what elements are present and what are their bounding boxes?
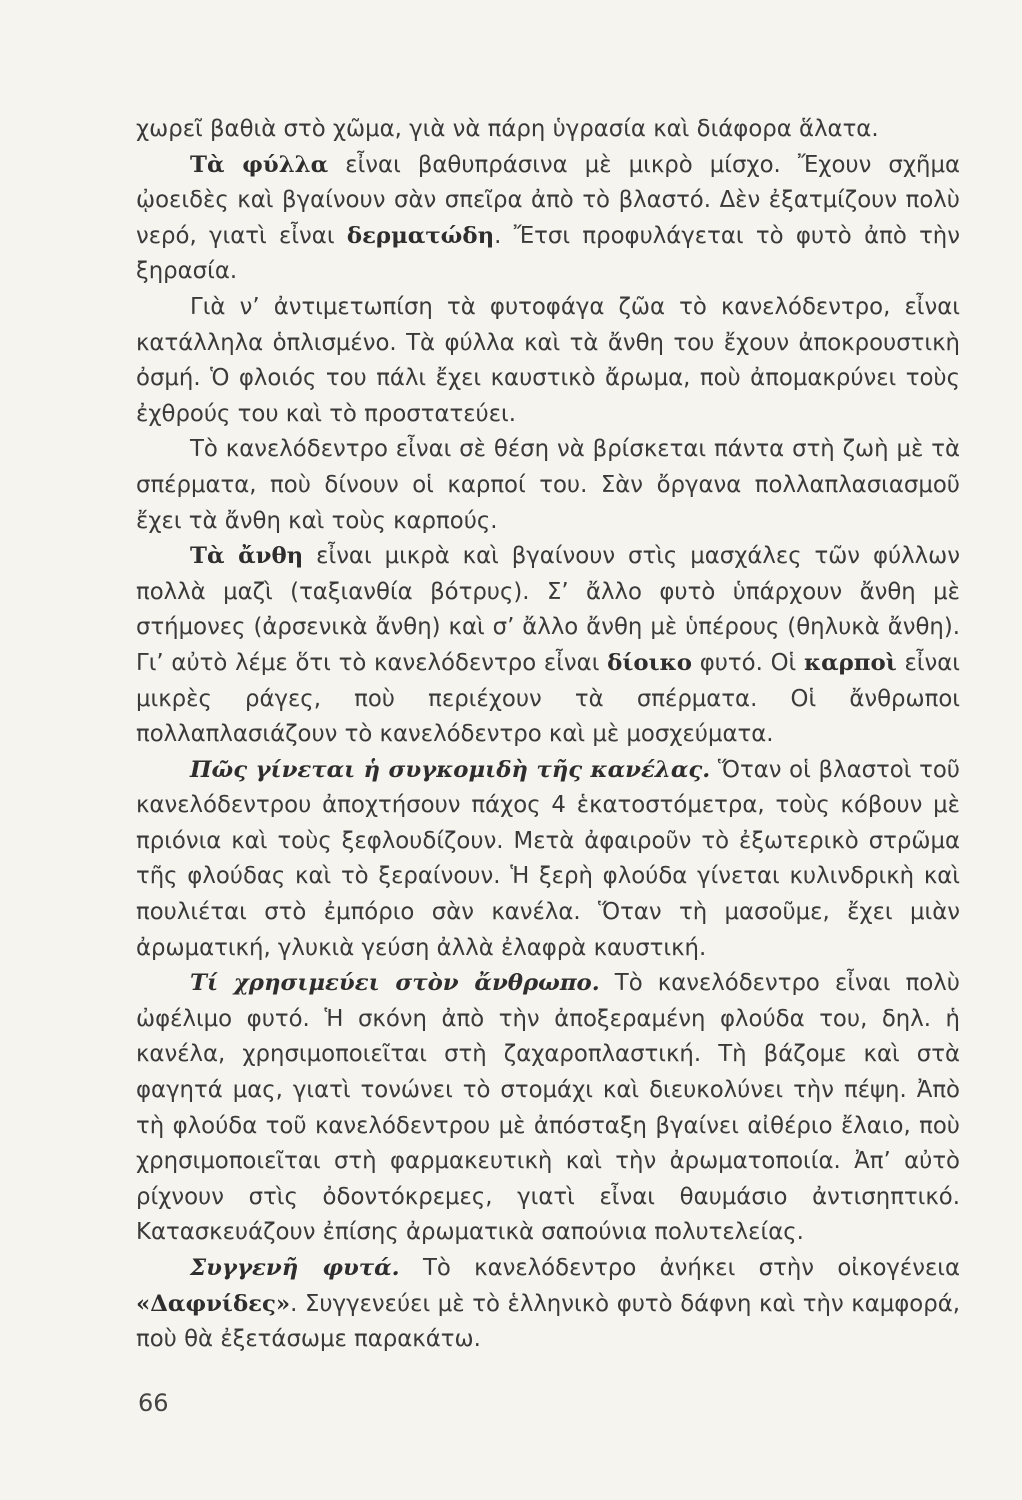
paragraph-text: . Συγγενεύει μὲ τὸ ἑλληνικὸ φυτὸ δάφνη καὶ τὴν καμφορά, ποὺ θὰ ἐξετάσωμε παρακάτω. xyxy=(136,1290,960,1353)
paragraph-flowers xyxy=(136,539,960,753)
paragraph-text: Γιὰ ν’ ἀντιμετωπίση τὰ φυτοφάγα ζῶα τὸ κανελόδεντρο, εἶναι κατάλληλα ὁπλισμένο. Τὰ φύλλα καὶ τὰ ἄνθη του ἔχουν ἀποκρουστικὴ ὀσμή. Ὁ φλοιός του πάλι ἔχει καυστικὸ ἄρωμα, ποὺ ἀπομακρύνει τοὺς ἐχθρούς του καὶ τὸ προστατεύει. xyxy=(136,293,960,427)
paragraph-text: . Ἔτσι προφυλάγεται τὸ φυτὸ ἀπὸ τὴν ξηρασία. xyxy=(136,222,960,285)
paragraph-continuation xyxy=(136,112,960,148)
bold-term-laurel-family: «Δαφνίδες» xyxy=(136,1290,291,1317)
paragraph-text: Τὸ κανελόδεντρο εἶναι πολὺ ὠφέλιμο φυτό. Ἡ σκόνη ἀπὸ τὴν ἀποξεραμένη φλούδα του, δηλ. ἡ κανέλα, χρησιμοποιεῖται στὴ ζαχαροπλαστική. Τὴ βάζομε καὶ στὰ φαγητά μας, γιατὶ τονώνει τὸ στομάχι καὶ διευκολύνει τὴν πέψη. Ἀπὸ τὴ φλούδα τοῦ κανελόδεντρου μὲ ἀπόσταξη βγαίνει αἰθέριο ἔλαιο, ποὺ χρησιμοποιεῖται στὴ φαρμακευτικὴ καὶ τὴν ἀρωματοποιία. Ἀπ’ αὐτὸ ρίχνουν στὶς ὀδοντόκρεμες, γιατὶ εἶναι θαυμάσιο ἀντισηπτικό. Κατασκευάζουν ἐπίσης ἀρωματικὰ σαπούνια πολυτελείας. xyxy=(136,970,960,1246)
paragraph-text: εἶναι μικρὲς ράγες, ποὺ περιέχουν τὰ σπέρματα. Οἱ ἄνθρωποι πολλαπλασιάζουν τὸ κανελόδεντρο καὶ μὲ μοσχεύματα. xyxy=(136,649,961,748)
paragraph-text: εἶναι βαθυπράσινα μὲ μικρὸ μίσχο. Ἔχουν σχῆμα ᾠοειδὲς καὶ βγαίνουν σὰν σπεῖρα ἀπὸ τὸ βλαστό. Δὲν ἐξατμίζουν πολὺ νερό, γιατὶ εἶναι xyxy=(136,151,960,249)
paragraph-text: Τὸ κανελόδεντρο ἀνήκει στὴν οἰκογένεια xyxy=(399,1255,961,1281)
paragraph-text: εἶναι μικρὰ καὶ βγαίνουν στὶς μασχάλες τῶν φύλλων πολλὰ μαζὶ (ταξιανθία βότρυς). Σ’ ἄλλο φυτὸ ὑπάρχουν ἄνθη μὲ στήμονες (ἀρσενικὰ ἄνθη) καὶ σ’ ἄλλο ἄνθη μὲ ὑπέρους (θηλυκὰ ἄνθη). Γι’ αὐτὸ λέμε ὅτι τὸ κανελόδεντρο εἶναι xyxy=(136,543,960,676)
page-number: 66 xyxy=(138,1389,169,1417)
paragraph-defense xyxy=(136,290,960,432)
section-heading-related-plants: Συγγενῆ φυτά. xyxy=(190,1255,400,1281)
paragraph-related-plants xyxy=(136,1251,960,1358)
paragraph-leaves xyxy=(136,148,960,290)
paragraph-text: φυτό. Οἱ xyxy=(691,649,805,676)
paragraph-uses xyxy=(136,966,960,1251)
paragraph-reproduction xyxy=(136,432,960,539)
paragraph-text: χωρεῖ βαθιὰ στὸ χῶμα, γιὰ νὰ πάρη ὑγρασία καὶ διάφορα ἅλατα. xyxy=(136,116,879,142)
paragraph-text: Τὸ κανελόδεντρο εἶναι σὲ θέση νὰ βρίσκεται πάντα στὴ ζωὴ μὲ τὰ σπέρματα, ποὺ δίνουν οἱ καρποί του. Σὰν ὄργανα πολλαπλασιασμοῦ ἔχει τὰ ἄνθη καὶ τοὺς καρπούς. xyxy=(136,436,960,534)
bold-term-fruits: καρποὶ xyxy=(804,649,897,676)
paragraph-harvest xyxy=(136,753,960,967)
section-heading-leaves: Τὰ φύλλα xyxy=(190,151,329,178)
section-heading-uses: Τί χρησιμεύει στὸν ἄνθρωπο. xyxy=(190,970,600,997)
bold-term-dioecious: δίοικο xyxy=(607,649,692,676)
section-heading-harvest: Πῶς γίνεται ἡ συγκομιδὴ τῆς κανέλας. xyxy=(190,756,711,783)
section-heading-flowers: Τὰ ἄνθη xyxy=(190,543,304,570)
bold-term-leathery: δερματώδη xyxy=(346,222,495,249)
paragraph-text: Ὅταν οἱ βλαστοὶ τοῦ κανελόδεντρου ἀποχτήσουν πάχος 4 ἑκατοστόμετρα, τοὺς κόβουν μὲ πριόνια καὶ τοὺς ξεφλουδίζουν. Μετὰ ἀφαιροῦν τὸ ἐξωτερικὸ στρῶμα τῆς φλούδας καὶ τὸ ξεραίνουν. Ἡ ξερὴ φλούδα γίνεται κυλινδρικὴ καὶ πουλιέται στὸ ἐμπόριο σὰν κανέλα. Ὅταν τὴ μασοῦμε, ἔχει μιὰν ἀρωματική, γλυκιὰ γεύση ἀλλὰ ἐλαφρὰ καυστική. xyxy=(136,756,960,961)
